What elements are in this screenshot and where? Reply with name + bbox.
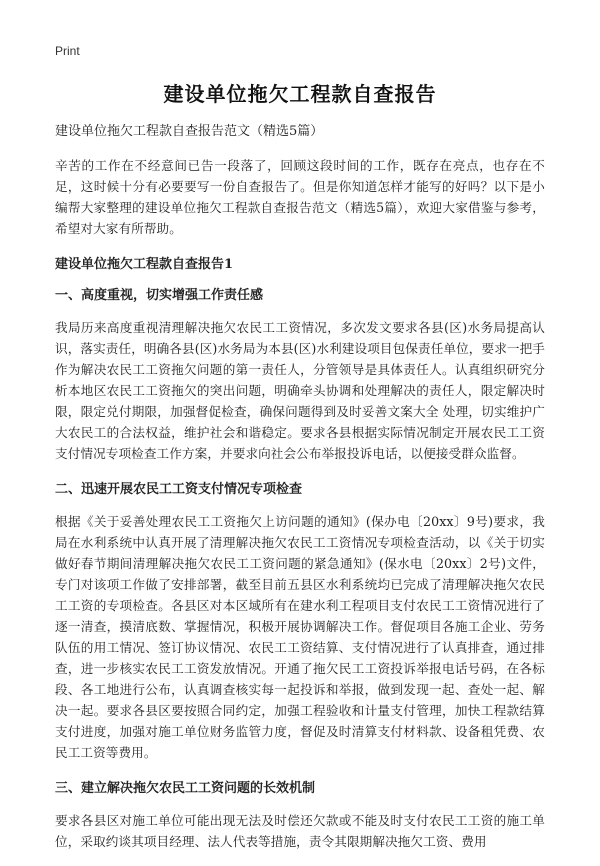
document-subtitle: 建设单位拖欠工程款自查报告范文（精选5篇） — [55, 124, 324, 139]
section-paragraph-3: 要求各县区对施工单位可能出现无法及时偿还欠款或不能及时支付农民工工资的施工单位，采取约谈其项目经理、法人代表等措施，责令其限期解决拖欠工资、费用 — [55, 813, 545, 849]
section-paragraph-2: 根据《关于妥善处理农民工工资拖欠上访问题的通知》(保办电〔20xx〕9号)要求，我局在水利系统中认真开展了清理解决拖欠农民工工资情况专项检查活动，以《关于切实做好春节期间清理解决拖欠农民工工资问题的紧急通知》(保水电〔20xx〕2号)文件，专门对该项工作做了安排部署，截至目前五县区水利系统均已完成了清理解决拖欠农民工工资的专项检查。各县区对本区域所有在建水利工程项目支付农民工工资情况进行了逐一清查，摸清底数、掌握情况，积极开展协调解决工作。督促项目各施工企业、劳务队伍的用工情况、签订协议情况、农民工工资结算、支付情况进行了认真排查，通过排查，进一步核实农民工工资发放情况。开通了拖欠民工工资投诉举报电话号码，在各标段、各工地进行公布，认真调查核实每一起投诉和举报，做到发现一起、查处一起、解决一起。要求各县区要按照合同约定，加强工程验收和计量支付管理，加快工程款结算支付进度，加强对施工单位财务监管力度，督促及时清算支付材料款、设备租凭费、农民工工资等费用。 — [55, 514, 545, 760]
document-title: 建设单位拖欠工程款自查报告 — [163, 82, 437, 106]
section-heading-2: 二、迅速开展农民工工资支付情况专项检查 — [55, 482, 303, 497]
section-paragraph-1: 我局历来高度重视清理解决拖欠农民工工资情况，多次发文要求各县(区)水务局提高认识，落实责任，明确各县(区)水务局为本县(区)水利建设项目包保责任单位，要求一把手作为解决农民工工资拖欠问题的第一责任人，分管领导是具体责任人。认真组织研究分析本地区农民工工资拖欠的突出问题，明确牵头协调和处理解决的责任人，限定解决时限，限定兑付期限，加强督促检查，确保问题得到及时妥善文案大全 处理，切实维护广大农民工的合法权益，维护社会和谐稳定。要求各县根据实际情况制定开展农民工工资支付情况专项检查工作方案，并要求向社会公布举报投诉电话，以便接受群众监督。 — [55, 320, 545, 461]
print-label[interactable]: Print — [55, 44, 80, 58]
intro-paragraph: 辛苦的工作在不经意间已告一段落了，回顾这段时间的工作，既存在亮点，也存在不足，这时候十分有必要要写一份自查报告了。但是你知道怎样才能写的好吗？以下是小编帮大家整理的建设单位拖欠工程款自查报告范文（精选5篇），欢迎大家借鉴与参考，希望对大家有所帮助。 — [55, 158, 545, 236]
section-heading-1: 一、高度重视，切实增强工作责任感 — [55, 288, 264, 303]
section-heading-3: 三、建立解决拖欠农民工工资问题的长效机制 — [55, 781, 316, 796]
document-body — [55, 122, 545, 866]
report-heading: 建设单位拖欠工程款自查报告1 — [55, 257, 234, 272]
